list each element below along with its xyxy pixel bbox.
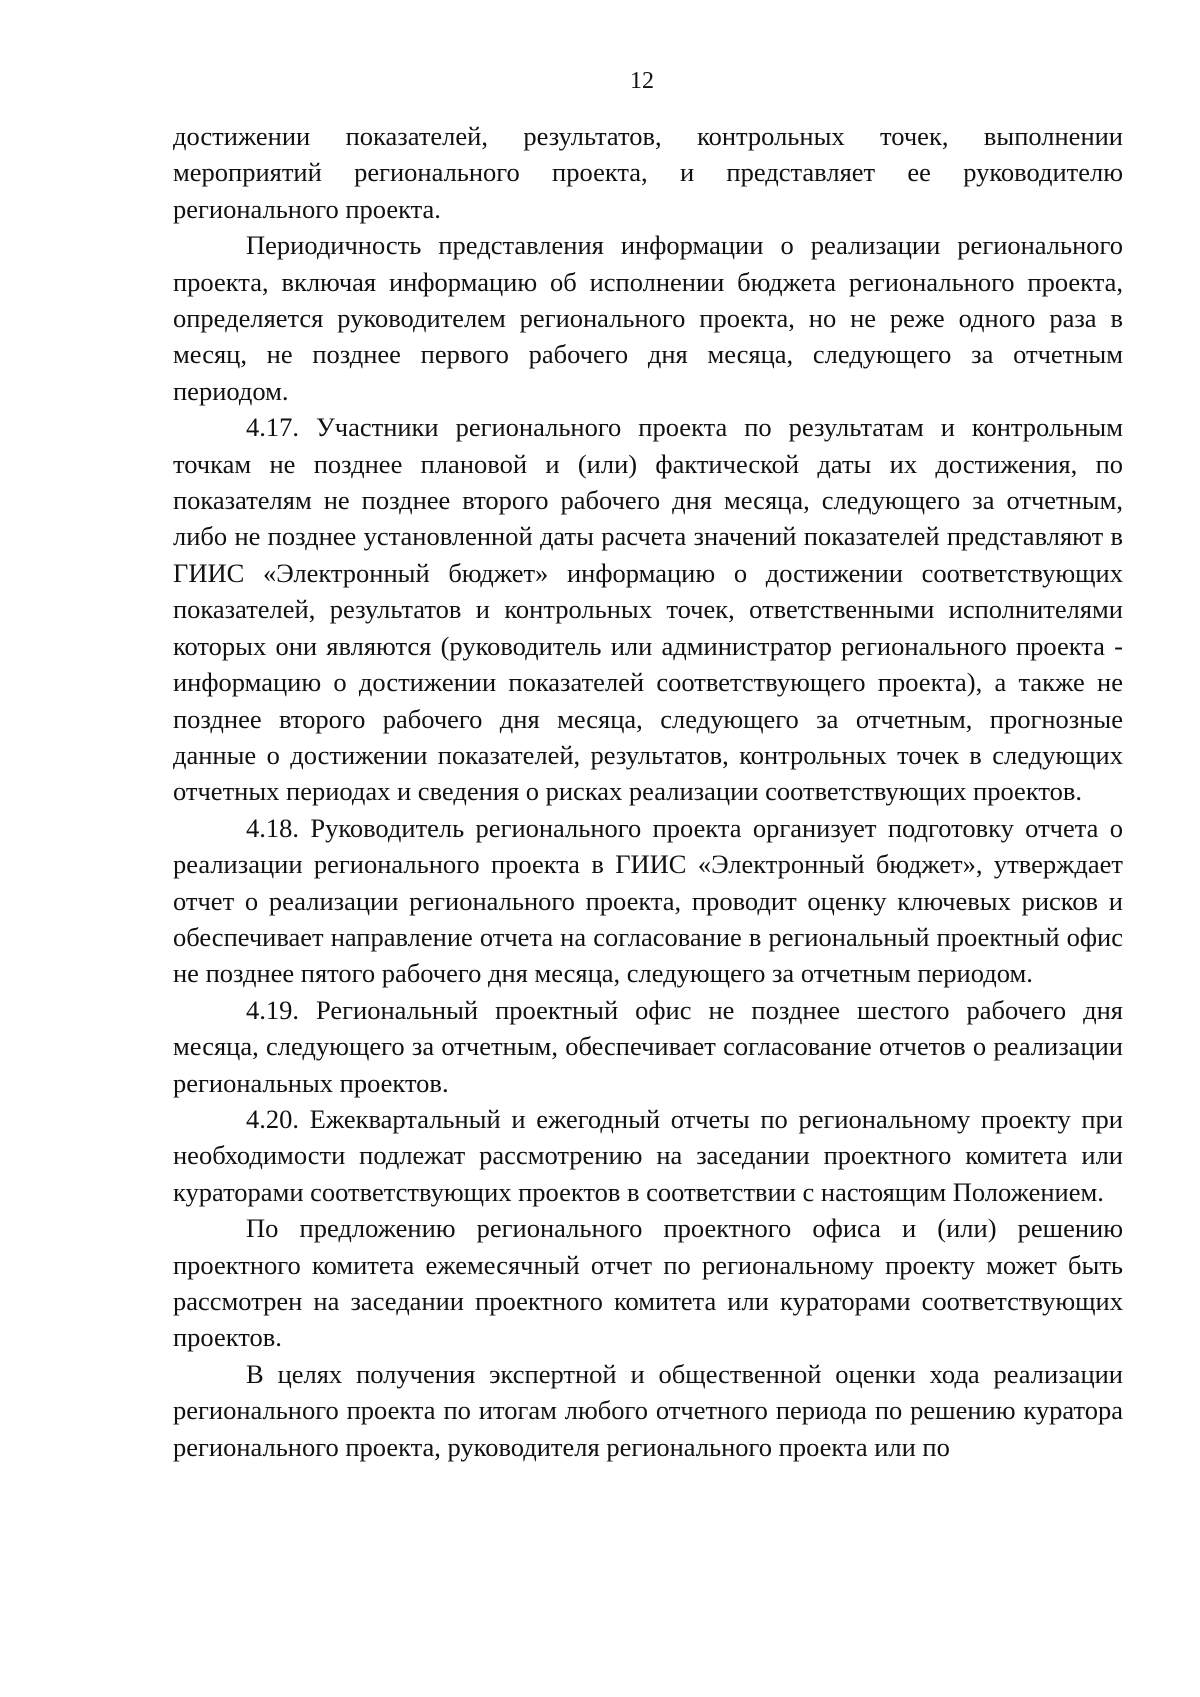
paragraph-monthly-report-review: По предложению регионального проектного офиса и (или) решению проектного комитета ежемесячный отчет по региональному проекту может быть рассмотрен на заседании проектного комитета или кураторами соответствующих проектов. [173, 1213, 1123, 1353]
document-body [173, 118, 1123, 1465]
paragraph-4-20: 4.20. Ежеквартальный и ежегодный отчеты по региональному проекту при необходимости подлежат рассмотрению на заседании проектного комитета или кураторами соответствующих проектов в соответствии с настоящим Положением. [173, 1103, 1123, 1207]
paragraph-4-18: 4.18. Руководитель регионального проекта организует подготовку отчета о реализации регионального проекта в ГИИС «Электронный бюджет», утверждает отчет о реализации регионального проекта, проводит оценку ключевых рисков и обеспечивает направление отчета на согласование в региональный проектный офис не позднее пятого рабочего дня месяца, следующего за отчетным периодом. [173, 812, 1123, 989]
paragraph-expert-assessment: В целях получения экспертной и общественной оценки хода реализации регионального проекта по итогам любого отчетного периода по решению куратора регионального проекта, руководителя регионального проекта или по [173, 1358, 1123, 1462]
paragraph-4-19: 4.19. Региональный проектный офис не позднее шестого рабочего дня месяца, следующего за отчетным, обеспечивает согласование отчетов о реализации региональных проектов. [173, 994, 1123, 1098]
paragraph-4-17: 4.17. Участники регионального проекта по результатам и контрольным точкам не позднее плановой и (или) фактической даты их достижения, по показателям не позднее второго рабочего дня месяца, следующего за отчетным, либо не позднее установленной даты расчета значений показателей представляют в ГИИС «Электронный бюджет» информацию о достижении соответствующих показателей, результатов и контрольных точек, ответственными исполнителями которых они являются (руководитель или администратор регионального проекта - информацию о достижении показателей соответствующего проекта), а также не позднее второго рабочего дня месяца, следующего за отчетным, прогнозные данные о достижении показателей, результатов, контрольных точек в следующих отчетных периодах и сведения о рисках реализации соответствующих проектов. [173, 412, 1123, 807]
paragraph-continuation: достижении показателей, результатов, контрольных точек, выполнении мероприятий регионального проекта, и представляет ее руководителю регионального проекта. [173, 121, 1123, 224]
paragraph-reporting-frequency: Периодичность представления информации о реализации регионального проекта, включая информацию об исполнении бюджета регионального проекта, определяется руководителем регионального проекта, но не реже одного раза в месяц, не позднее первого рабочего дня месяца, следующего за отчетным периодом. [173, 230, 1123, 406]
page-number: 12 [630, 68, 654, 94]
